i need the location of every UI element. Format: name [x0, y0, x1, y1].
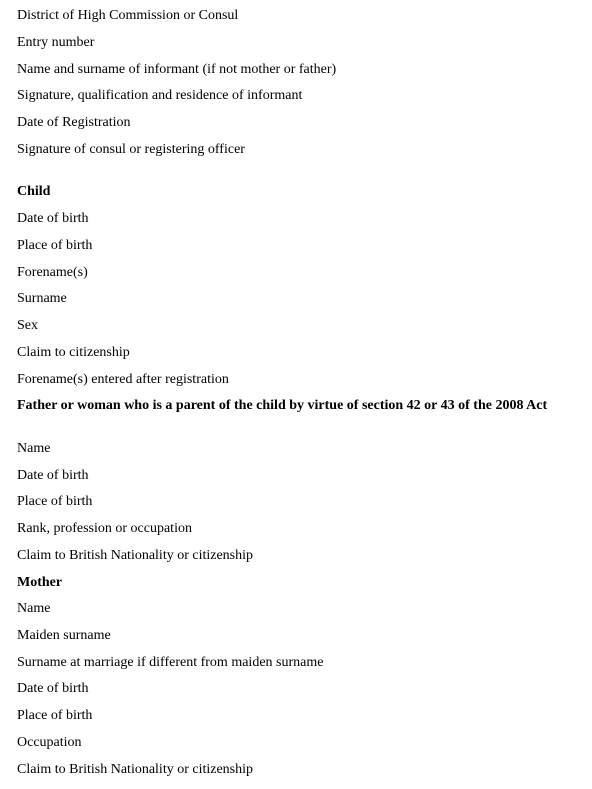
mother-heading: Mother — [17, 575, 63, 590]
father-rank-label: Rank, profession or occupation — [17, 521, 192, 536]
mother-claim-label: Claim to British Nationality or citizenship — [17, 762, 254, 777]
mother-surname-at-marriage-label: Surname at marriage if different from maiden surname — [17, 655, 324, 670]
mother-occupation-label: Occupation — [17, 735, 82, 750]
mother-date-of-birth-label: Date of birth — [17, 681, 89, 696]
informant-signature-label: Signature, qualification and residence of informant — [17, 88, 303, 103]
child-forenames-after-label: Forename(s) entered after registration — [17, 372, 229, 387]
informant-name-label: Name and surname of informant (if not mother or father) — [17, 62, 337, 77]
mother-maiden-surname-label: Maiden surname — [17, 628, 111, 643]
officer-signature-label: Signature of consul or registering officer — [17, 142, 245, 157]
child-place-of-birth-label: Place of birth — [17, 238, 93, 253]
mother-place-of-birth-label: Place of birth — [17, 708, 93, 723]
father-date-of-birth-label: Date of birth — [17, 468, 89, 483]
father-place-of-birth-label: Place of birth — [17, 494, 93, 509]
child-heading: Child — [17, 184, 51, 199]
mother-name-label: Name — [17, 601, 51, 616]
child-surname-label: Surname — [17, 291, 67, 306]
child-claim-label: Claim to citizenship — [17, 345, 130, 360]
child-forenames-label: Forename(s) — [17, 265, 88, 280]
father-heading: Father or woman who is a parent of the child by virtue of section 42 or 43 of the 2008 Act — [17, 398, 548, 413]
child-sex-label: Sex — [17, 318, 38, 333]
father-claim-label: Claim to British Nationality or citizenship — [17, 548, 254, 563]
entry-number-label: Entry number — [17, 35, 95, 50]
child-date-of-birth-label: Date of birth — [17, 211, 89, 226]
date-of-registration-label: Date of Registration — [17, 115, 131, 130]
district-label: District of High Commission or Consul — [17, 8, 239, 23]
father-name-label: Name — [17, 441, 51, 456]
